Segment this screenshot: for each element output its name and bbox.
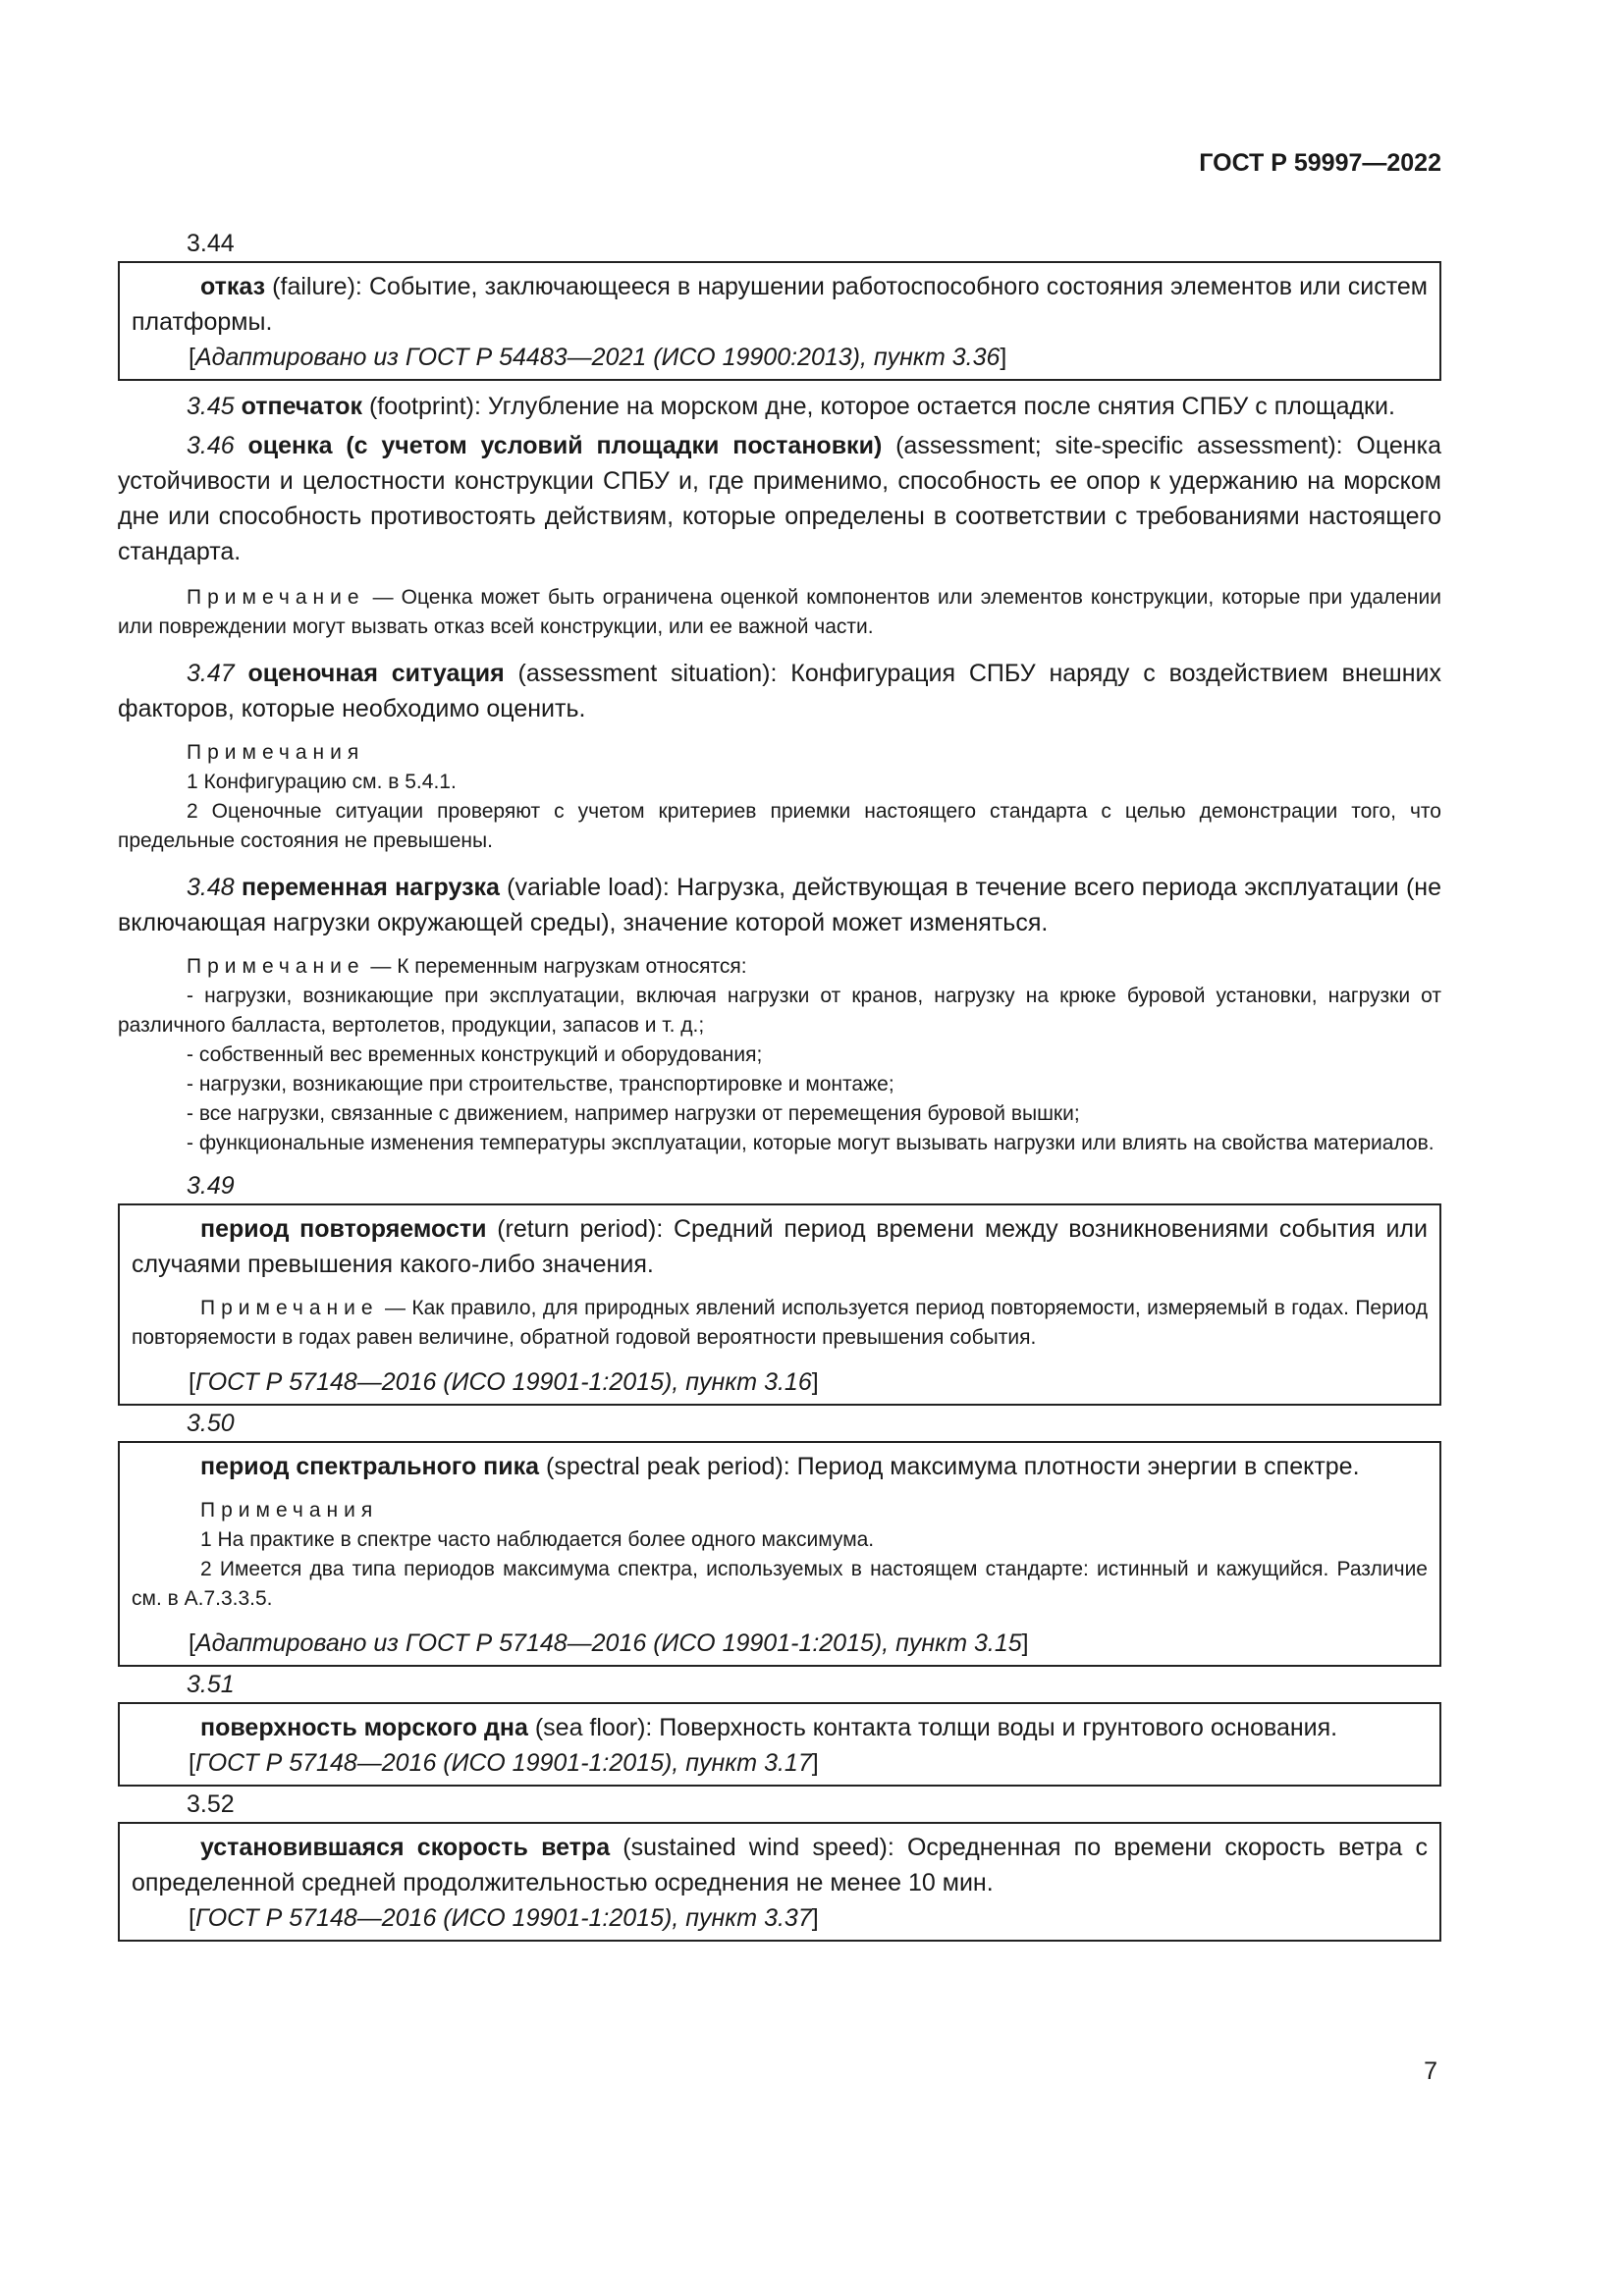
list-item: - нагрузки, возникающие при строительстве, транспортировке и монтаже; xyxy=(187,1073,894,1095)
term-note: Примечание — Оценка может быть ограничена оценкой компонентов или элементов конструкции, которые при удалении или повреждении могут вызвать отказ всей конструкции, или ее важной части. xyxy=(118,586,1441,638)
term-name: отпечаток xyxy=(241,393,363,420)
page-number: 7 xyxy=(1424,2057,1437,2085)
term-name: период повторяемости xyxy=(200,1215,487,1243)
document-header: ГОСТ Р 59997—2022 xyxy=(1199,149,1441,177)
term-box-3-50 xyxy=(118,1441,1441,1667)
term-name: поверхность морского дна xyxy=(200,1714,528,1741)
term-number: 3.51 xyxy=(187,1671,235,1698)
term-box-3-52 xyxy=(118,1822,1441,1942)
term-number: 3.50 xyxy=(187,1410,235,1437)
note-item: 2 Оценочные ситуации проверяют с учетом критериев приемки настоящего стандарта с целью демонстрации того, что предельные состояния не превышены. xyxy=(118,800,1441,852)
note-item: 1 На практике в спектре часто наблюдается более одного максимума. xyxy=(200,1528,875,1551)
term-box-3-51 xyxy=(118,1702,1441,1787)
term-definition: период спектрального пика (spectral peak period): Период максимума плотности энергии в спектре. xyxy=(200,1453,1360,1480)
term-definition: отказ (failure): Событие, заключающееся в нарушении работоспособного состояния элементов или систем платформы. xyxy=(132,273,1428,336)
list-item: - все нагрузки, связанные с движением, например нагрузки от перемещения буровой вышки; xyxy=(187,1102,1080,1125)
term-number: 3.44 xyxy=(187,230,235,257)
term-definition: поверхность морского дна (sea floor): Поверхность контакта толщи воды и грунтового основания. xyxy=(200,1714,1338,1741)
note-item: 2 Имеется два типа периодов максимума спектра, используемых в настоящем стандарте: истинный и кажущийся. Различие см. в А.7.3.3.5. xyxy=(132,1558,1428,1610)
term-name: период спектрального пика xyxy=(200,1453,540,1480)
list-item: - собственный вес временных конструкций и оборудования; xyxy=(187,1043,763,1066)
notes-label: Примечания xyxy=(187,741,365,764)
term-note: Примечание — К переменным нагрузкам относятся: xyxy=(187,955,747,978)
term-definition: период повторяемости (return period): Средний период времени между возникновениями события или случаями превышения какого-либо значения. xyxy=(132,1215,1428,1278)
term-source: [Адаптировано из ГОСТ Р 54483—2021 (ИСО 19900:2013), пункт 3.36] xyxy=(189,344,1007,371)
term-definition-3-46: 3.46 оценка (с учетом условий площадки постановки) (assessment; site-specific assessment): Оценка устойчивости и целостности конструкции СПБУ и, где применимо, способность ее опор к удержанию на морском дне или способность противостоять действиям, которые определены в соответствии с требованиями настоящего стандарта. xyxy=(118,432,1441,565)
term-definition-3-48: 3.48 переменная нагрузка (variable load): Нагрузка, действующая в течение всего периода эксплуатации (не включающая нагрузки окружающей среды), значение которой может изменяться. xyxy=(118,874,1441,936)
term-name: оценочная ситуация xyxy=(247,660,505,687)
list-item: - функциональные изменения температуры эксплуатации, которые могут вызывать нагрузки или влиять на свойства материалов. xyxy=(187,1132,1435,1154)
term-source: [ГОСТ Р 57148—2016 (ИСО 19901-1:2015), пункт 3.37] xyxy=(189,1904,819,1932)
list-item: - нагрузки, возникающие при эксплуатации, включая нагрузки от кранов, нагрузку на крюке буровой установки, нагрузки от различного балласта, вертолетов, продукции, запасов и т. д.; xyxy=(118,985,1441,1037)
term-definition: установившаяся скорость ветра (sustained wind speed): Осредненная по времени скорость ветра с определенной средней продолжительностью осреднения не менее 10 мин. xyxy=(132,1834,1429,1896)
term-note: Примечание — Как правило, для природных явлений используется период повторяемости, измеряемый в годах. Период повторяемости в годах равен величине, обратной годовой вероятности превышения события. xyxy=(132,1297,1428,1349)
term-name: оценка (с учетом условий площадки постановки) xyxy=(247,432,883,459)
term-definition-3-45: 3.45 отпечаток (footprint): Углубление на морском дне, которое остается после снятия СПБУ с площадки. xyxy=(187,393,1395,420)
term-source: [Адаптировано из ГОСТ Р 57148—2016 (ИСО 19901-1:2015), пункт 3.15] xyxy=(189,1629,1029,1657)
term-definition-3-47: 3.47 оценочная ситуация (assessment situation): Конфигурация СПБУ наряду с воздействием внешних факторов, которые необходимо оценить. xyxy=(118,660,1441,722)
term-box-3-44 xyxy=(118,261,1441,381)
term-name: отказ xyxy=(200,273,266,300)
term-name: установившаяся скорость ветра xyxy=(200,1834,611,1861)
term-number: 3.52 xyxy=(187,1790,235,1818)
term-name: переменная нагрузка xyxy=(241,874,500,901)
term-source: [ГОСТ Р 57148—2016 (ИСО 19901-1:2015), пункт 3.16] xyxy=(189,1368,819,1396)
term-number: 3.49 xyxy=(187,1172,235,1200)
note-item: 1 Конфигурацию см. в 5.4.1. xyxy=(187,771,457,793)
term-source: [ГОСТ Р 57148—2016 (ИСО 19901-1:2015), пункт 3.17] xyxy=(189,1749,819,1777)
term-box-3-49 xyxy=(118,1203,1441,1406)
notes-label: Примечания xyxy=(200,1499,379,1522)
document-body xyxy=(118,226,1441,1942)
